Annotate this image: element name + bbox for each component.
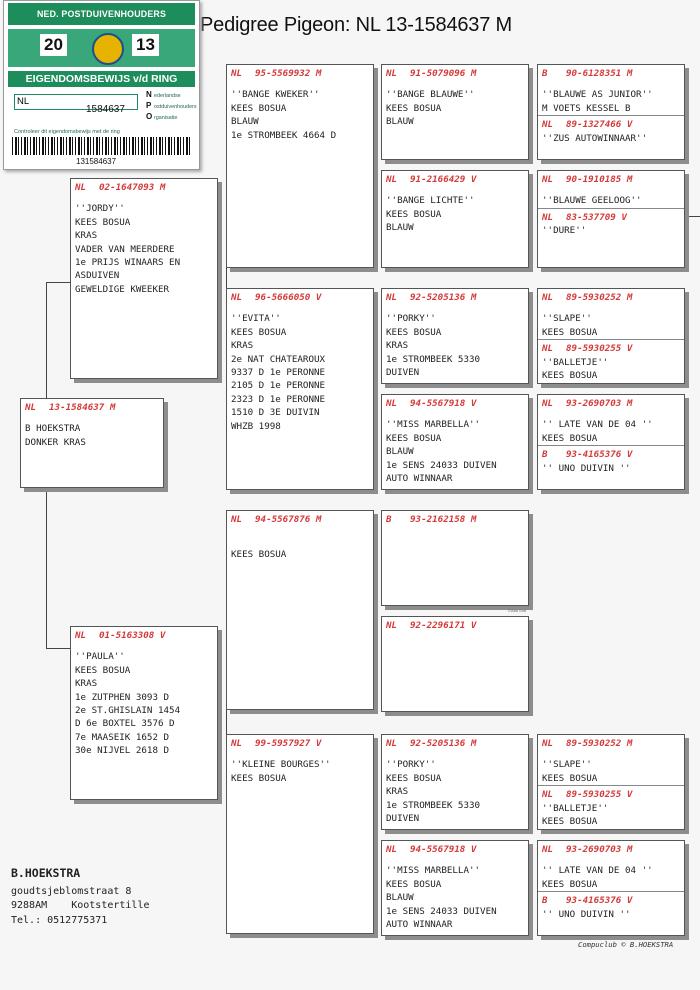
pigeon-detail-line: 30e NIJVEL 2618 D <box>75 745 170 757</box>
pigeon-detail-line: BLAUW <box>386 222 414 234</box>
ring-country: NL <box>542 844 554 855</box>
ring-country: B <box>542 68 548 79</box>
ring-number <box>542 737 680 750</box>
pigeon-detail-line: KRAS <box>231 340 254 352</box>
ring-country: NL <box>231 514 243 525</box>
pigeon-card-subject <box>20 398 164 488</box>
owner-city: Kootstertille <box>71 900 150 911</box>
ring-code: 94-5567918 V <box>410 844 477 855</box>
pigeon-detail-line: KEES BOSUA <box>386 102 442 114</box>
page-title: Pedigree Pigeon: NL 13-1584637 M <box>200 14 512 36</box>
connector-line <box>375 540 376 650</box>
pigeon-detail-line: KEES BOSUA <box>231 326 287 338</box>
ring-number <box>231 67 369 80</box>
footer-credit: Compuclub © B.HOEKSTRA <box>578 940 674 949</box>
ring-number <box>386 67 524 80</box>
pigeon-detail-line: KEES BOSUA <box>542 432 598 444</box>
ring-country: NL <box>386 398 398 409</box>
pigeon-card-ss-dam <box>381 170 529 268</box>
ring-number <box>542 843 680 856</box>
pigeon-detail-line: ''BANGE LICHTE'' <box>386 195 475 207</box>
pigeon-detail-line: ''SLAPE'' <box>542 313 592 325</box>
pigeon-card-dam <box>70 626 218 800</box>
ring-country: NL <box>542 738 554 749</box>
pigeon-detail-line: 2e NAT CHATEAROUX <box>231 353 326 365</box>
ring-number <box>386 397 524 410</box>
pigeon-card-sd-sire <box>381 288 529 384</box>
ring-code: 96-5666050 V <box>255 292 322 303</box>
ring-country: NL <box>231 292 243 303</box>
pigeon-detail-line: 1e STROMBEEK 4664 D <box>231 129 337 141</box>
ring-number <box>231 291 369 304</box>
pigeon-card-dd-dam <box>381 840 529 936</box>
connector-line <box>684 216 700 217</box>
ring-country: NL <box>542 211 554 223</box>
sticker-property-text: EIGENDOMSBEWIJS v/d RING <box>8 71 195 87</box>
connector-line <box>46 282 47 398</box>
owner-block <box>11 866 150 928</box>
pigeon-detail-line: 1510 D 3E DUIVIN <box>231 407 320 419</box>
ring-number <box>386 173 524 186</box>
pigeon-card-gen4-4 <box>537 394 685 490</box>
pigeon-detail-line: BLAUW <box>386 116 414 128</box>
ring-code: 89-1327466 V <box>566 119 633 131</box>
pigeon-detail-line: KEES BOSUA <box>386 432 442 444</box>
ring-country: NL <box>75 630 87 641</box>
ring-number <box>25 401 159 414</box>
pigeon-detail-line <box>231 534 369 547</box>
pigeon-detail-line: ''BLAUWE AS JUNIOR'' <box>542 89 653 101</box>
barcode-number: 131584637 <box>76 157 117 166</box>
pigeon-detail-line: GEWELDIGE KWEEKER <box>75 283 170 295</box>
ring-country: NL <box>542 343 554 355</box>
ring-number <box>386 513 524 526</box>
ring-country: NL <box>542 398 554 409</box>
ring-code: 90-1910185 M <box>566 174 633 185</box>
owner-street: goudtsjeblomstraat 8 <box>11 885 132 897</box>
pigeon-detail-line: 1e ZUTPHEN 3093 D <box>75 691 170 703</box>
pigeon-detail-line: 1e STROMBEEK 5330 <box>386 353 481 365</box>
pigeon-detail-line: KEES BOSUA <box>231 548 287 560</box>
ring-country: NL <box>386 844 398 855</box>
connector-line <box>46 282 70 283</box>
pigeon-detail-line: KEES BOSUA <box>542 370 598 382</box>
ring-code: 01-5163308 V <box>99 630 166 641</box>
ring-ownership-sticker <box>3 0 200 170</box>
pigeon-detail-line: KEES BOSUA <box>231 772 287 784</box>
ring-country: NL <box>75 182 87 193</box>
pigeon-detail-line: 1e PRIJS WINAARS EN <box>75 257 181 269</box>
ring-code: 93-2690703 M <box>566 844 633 855</box>
pigeon-detail-line: ''BANGE BLAUWE'' <box>386 89 475 101</box>
pigeon-detail-line: ''BALLETJE'' <box>542 356 609 368</box>
pigeon-sub-entry <box>538 339 684 382</box>
pigeon-detail-line: ''BANGE KWEKER'' <box>231 89 320 101</box>
barcode <box>12 137 190 155</box>
pigeon-detail-line: KEES BOSUA <box>542 878 598 890</box>
pigeon-sub-entry <box>538 445 684 475</box>
pigeon-detail-line: DONKER KRAS <box>25 436 86 448</box>
pigeon-detail-line: VADER VAN MEERDERE <box>75 243 175 255</box>
pigeon-detail-line: AUTO WINNAAR <box>386 919 453 931</box>
connector-line <box>46 648 70 649</box>
pigeon-detail-line: ''DURE'' <box>542 225 587 237</box>
ring-number <box>542 788 680 801</box>
ring-number <box>542 448 680 461</box>
ring-number <box>542 211 680 224</box>
pigeon-detail-line: KEES BOSUA <box>386 878 442 890</box>
ring-code: 93-2162158 M <box>410 514 477 525</box>
pigeon-card-gen4-2 <box>537 170 685 268</box>
owner-name: B.HOEKSTRA <box>11 866 81 880</box>
tiny-mark: ©Alfa Soft <box>508 608 527 613</box>
pigeon-detail-line: BLAUW <box>386 446 414 458</box>
sticker-npo-logo: N ederlandse P ostduivenhouders O rganisatie <box>146 90 197 121</box>
pigeon-detail-line: 1e STROMBEEK 5330 <box>386 799 481 811</box>
pigeon-detail-line: '' LATE VAN DE 04 '' <box>542 419 653 431</box>
pigeon-detail-line: 1e SENS 24033 DUIVEN <box>386 905 497 917</box>
pigeon-detail-line: ''KLEINE BOURGES'' <box>231 759 331 771</box>
owner-postcode: 9288AM <box>11 900 48 911</box>
sticker-organisation: NED. POSTDUIVENHOUDERS <box>8 3 195 25</box>
ring-country: NL <box>231 68 243 79</box>
pigeon-detail-line: ''MISS MARBELLA'' <box>386 419 481 431</box>
connector-line <box>375 318 376 438</box>
ring-code: 95-5569932 M <box>255 68 322 79</box>
ring-number <box>542 291 680 304</box>
pigeon-card-gen4-7 <box>537 734 685 830</box>
ring-code: 13-1584637 M <box>49 402 116 413</box>
ring-country: NL <box>542 789 554 801</box>
pigeon-detail-line: WHZB 1998 <box>231 420 281 432</box>
pigeon-detail-line: KRAS <box>386 786 409 798</box>
pigeon-detail-line: DUIVEN <box>386 367 420 379</box>
pigeon-detail-line: 7e MAASEIK 1652 D <box>75 731 170 743</box>
pigeon-detail-line: ''SLAPE'' <box>542 759 592 771</box>
ring-code: 91-2166429 V <box>410 174 477 185</box>
ring-code: 83-537709 V <box>566 211 627 223</box>
connector-line <box>46 488 47 648</box>
sticker-check-text: Controleer dit eigendomsbewijs met de ring <box>14 129 120 135</box>
ring-number <box>75 181 213 194</box>
pigeon-detail-line: ''MISS MARBELLA'' <box>386 865 481 877</box>
pigeon-detail-line: KEES BOSUA <box>542 772 598 784</box>
pigeon-card-sire <box>70 178 218 379</box>
ring-number <box>542 342 680 355</box>
ring-code: 02-1647093 M <box>99 182 166 193</box>
ring-number <box>386 843 524 856</box>
pigeon-detail-line: BLAUW <box>386 892 414 904</box>
ring-country: NL <box>386 174 398 185</box>
owner-phone: Tel.: 0512775371 <box>11 914 108 926</box>
pigeon-detail-line: KRAS <box>75 230 98 242</box>
ring-country: B <box>386 514 392 525</box>
ring-country: NL <box>25 402 37 413</box>
ring-number <box>231 737 369 750</box>
pigeon-detail-line: '' UNO DUIVIN '' <box>542 908 631 920</box>
ring-code: 92-2296171 V <box>410 620 477 631</box>
pigeon-detail-line: KEES BOSUA <box>386 208 442 220</box>
ring-country: B <box>542 895 548 907</box>
pigeon-card-sire-sire <box>226 64 374 268</box>
pigeon-card-sd-dam <box>381 394 529 490</box>
pigeon-sub-entry <box>538 785 684 828</box>
pigeon-detail-line: ''BLAUWE GEELOOG'' <box>542 195 642 207</box>
pigeon-detail-line: 2e ST.GHISLAIN 1454 <box>75 705 181 717</box>
sticker-year-right: 13 <box>132 34 159 56</box>
ring-number <box>542 397 680 410</box>
pigeon-detail-line: M VOETS KESSEL B <box>542 102 631 114</box>
pigeon-detail-line: ''JORDY'' <box>75 203 125 215</box>
pigeon-detail-line: '' UNO DUIVIN '' <box>542 462 631 474</box>
pigeon-detail-line: '' LATE VAN DE 04 '' <box>542 865 653 877</box>
crest-icon <box>92 33 124 65</box>
sticker-country: NL <box>14 94 138 110</box>
pigeon-card-gen4-1 <box>537 64 685 160</box>
pigeon-card-sire-dam <box>226 288 374 490</box>
pigeon-detail-line: KEES BOSUA <box>231 102 287 114</box>
pigeon-detail-line: 2323 D 1e PERONNE <box>231 393 326 405</box>
ring-country: NL <box>386 292 398 303</box>
pigeon-card-gen4-3 <box>537 288 685 384</box>
ring-country: NL <box>386 68 398 79</box>
pigeon-card-ds-sire <box>381 510 529 606</box>
pigeon-detail-line: 2105 D 1e PERONNE <box>231 380 326 392</box>
pigeon-detail-line: ''BALLETJE'' <box>542 802 609 814</box>
pigeon-detail-line: ''PORKY'' <box>386 313 436 325</box>
pigeon-card-gen4-8 <box>537 840 685 936</box>
pigeon-detail-line: KEES BOSUA <box>386 326 442 338</box>
ring-number <box>542 67 680 80</box>
ring-country: B <box>542 449 548 461</box>
ring-country: NL <box>542 174 554 185</box>
sticker-year-left: 20 <box>40 34 67 56</box>
pigeon-card-dam-dam <box>226 734 374 934</box>
ring-code: 93-2690703 M <box>566 398 633 409</box>
ring-number <box>386 291 524 304</box>
pigeon-card-ds-dam <box>381 616 529 712</box>
pigeon-sub-entry <box>538 891 684 921</box>
ring-code: 89-5930252 M <box>566 292 633 303</box>
pigeon-detail-line: ASDUIVEN <box>75 270 120 282</box>
ring-code: 92-5205136 M <box>410 738 477 749</box>
ring-country: NL <box>542 292 554 303</box>
pigeon-detail-line: KRAS <box>386 340 409 352</box>
ring-number <box>386 737 524 750</box>
pigeon-detail-line: AUTO WINNAAR <box>386 473 453 485</box>
ring-number <box>75 629 213 642</box>
ring-code: 93-4165376 V <box>566 449 633 461</box>
pigeon-detail-line: D 6e BOXTEL 3576 D <box>75 718 175 730</box>
pigeon-card-dam-sire <box>226 510 374 710</box>
ring-country: NL <box>542 119 554 131</box>
ring-number <box>386 619 524 632</box>
ring-code: 91-5079096 M <box>410 68 477 79</box>
ring-code: 92-5205136 M <box>410 292 477 303</box>
connector-line <box>375 94 376 224</box>
ring-country: NL <box>231 738 243 749</box>
ring-code: 89-5930255 V <box>566 789 633 801</box>
ring-number <box>231 513 369 526</box>
ring-code: 99-5957927 V <box>255 738 322 749</box>
pigeon-detail-line: KEES BOSUA <box>386 772 442 784</box>
owner-city-line <box>11 899 150 914</box>
sticker-ring-number: 1584637 <box>86 104 125 115</box>
pigeon-sub-entry <box>538 208 684 238</box>
ring-country: NL <box>386 738 398 749</box>
ring-code: 93-4165376 V <box>566 895 633 907</box>
ring-country: NL <box>386 620 398 631</box>
ring-code: 89-5930252 M <box>566 738 633 749</box>
ring-number <box>542 894 680 907</box>
pigeon-detail-line: KEES BOSUA <box>542 816 598 828</box>
ring-code: 90-6128351 M <box>566 68 633 79</box>
pigeon-detail-line: KEES BOSUA <box>75 216 131 228</box>
pigeon-detail-line: ''PORKY'' <box>386 759 436 771</box>
ring-code: 89-5930255 V <box>566 343 633 355</box>
pigeon-detail-line: BLAUW <box>231 116 259 128</box>
connector-line <box>375 768 376 888</box>
ring-number <box>542 173 680 186</box>
pigeon-detail-line: KEES BOSUA <box>75 664 131 676</box>
pigeon-detail-line: ''ZUS AUTOWINNAAR'' <box>542 132 648 144</box>
pigeon-detail-line: ''EVITA'' <box>231 313 281 325</box>
ring-number <box>542 118 680 131</box>
pigeon-detail-line: 9337 D 1e PERONNE <box>231 367 326 379</box>
pigeon-detail-line: ''PAULA'' <box>75 651 125 663</box>
pigeon-detail-line: DUIVEN <box>386 813 420 825</box>
pigeon-detail-line: KRAS <box>75 678 98 690</box>
ring-code: 94-5567918 V <box>410 398 477 409</box>
pigeon-card-dd-sire <box>381 734 529 830</box>
pigeon-detail-line: 1e SENS 24033 DUIVEN <box>386 459 497 471</box>
ring-code: 94-5567876 M <box>255 514 322 525</box>
pigeon-sub-entry <box>538 115 684 145</box>
pigeon-card-ss-sire <box>381 64 529 160</box>
pigeon-detail-line: KEES BOSUA <box>542 326 598 338</box>
pigeon-detail-line: B HOEKSTRA <box>25 423 81 435</box>
